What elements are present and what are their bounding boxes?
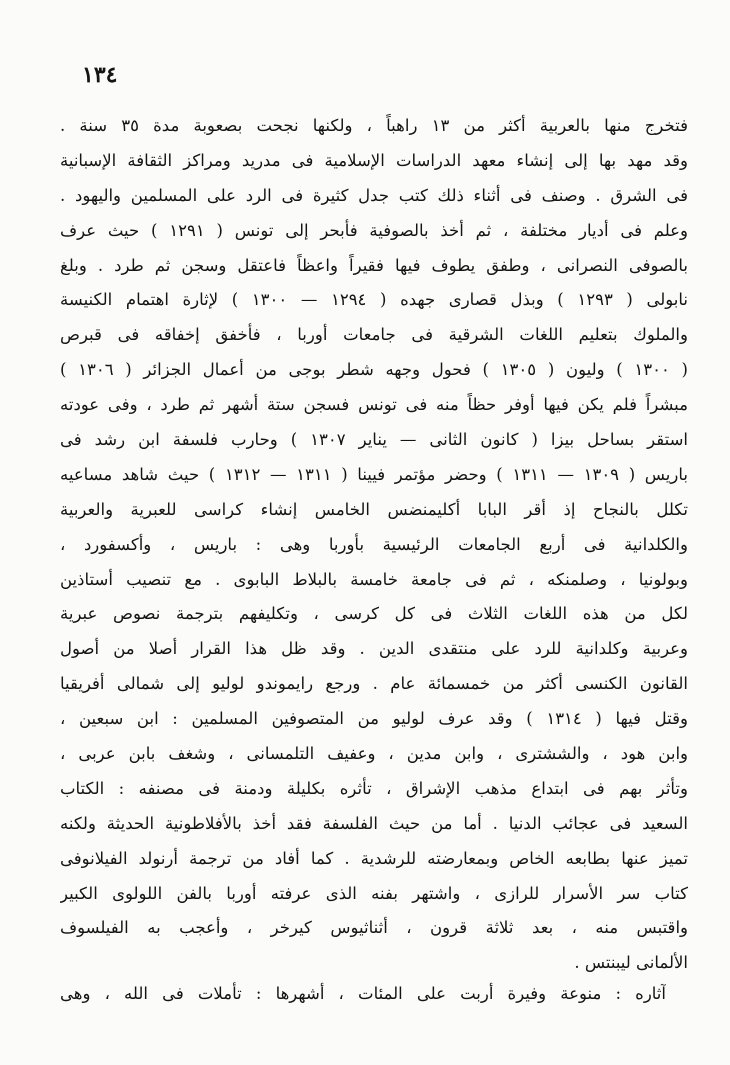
text-line: واقتبس منه ، بعد ثلاثة قرون ، أثناثيوس كيرخر ، وأعجب به الفيلسوف — [60, 918, 688, 938]
text-line: ( ١٣٠٠ ) وليون ( ١٣٠٥ ) فحول وجهه شطر بوجى من أعمال الجزائر ( ١٣٠٦ ) — [60, 360, 688, 380]
works-paragraph-line: آثاره : منوعة وفيرة أربت على المئات ، أشهرها : تأملات فى الله ، وهى — [60, 984, 666, 1003]
text-line: وعربية وكلدانية للرد على منتقدى الدين . وقد ظل هذا القرار أصلا من أصول — [60, 639, 688, 659]
text-line: فتخرج منها بالعربية أكثر من ١٣ راهباً ، ولكنها نجحت بصعوبة مدة ٣٥ سنة . — [60, 116, 688, 135]
text-line: وعلم فى أديار مختلفة ، ثم أخذ بالصوفية فأبحر إلى تونس ( ١٢٩١ ) حيث عرف — [60, 220, 688, 240]
text-line: لكل من هذه اللغات الثلاث فى كل كرسى ، وتكليفهم بترجمة نصوص عبرية — [60, 604, 688, 624]
text-line: وقد مهد بها إلى إنشاء معهد الدراسات الإسلامية فى مدريد ومراكز الثقافة الإسبانية — [60, 150, 688, 170]
text-line: باريس ( ١٣٠٩ — ١٣١١ ) وحضر مؤتمر فيينا ( ١٣١١ — ١٣١٢ ) حيث شاهد مساعيه — [60, 464, 688, 484]
text-line: تميز عنها بطابعه الخاص وبمعارضته للرشدية . كما أفاد من ترجمة أرنولد الفيلانوفى — [60, 848, 688, 868]
text-line: وتأثر بهم فى ابتداع مذهب الإشراق ، تأثره بكليلة ودمنة فى مصنفه : الكتاب — [60, 778, 688, 798]
text-line: تكلل بالنجاح إذ أقر البابا أكليمنضس الخامس إنشاء كراسى للعبرية والعربية — [60, 499, 688, 519]
text-line: كتاب سر الأسرار للرازى ، واشتهر بفنه الذى عرفته أوربا بالفن اللولوى الكبير — [60, 883, 688, 903]
text-line: والكلدانية فى أربع الجامعات الرئيسية بأوربا وهى : باريس ، وأكسفورد ، — [60, 534, 688, 554]
text-line: وقتل فيها ( ١٣١٤ ) وقد عرف لوليو من المتصوفين المسلمين : ابن سبعين ، — [60, 709, 688, 729]
text-line: وبولونيا ، وصلمنكه ، ثم فى جامعة خامسة بالبلاط البابوى . مع تنصيب أستاذين — [60, 569, 688, 589]
text-line-last: الألمانى ليبنتس . — [574, 953, 688, 973]
body-text — [60, 109, 688, 981]
text-line: مبشراً فلم يكن فيها أوفر حظاً منه فى تونس فسجن ستة أشهر ثم طرد ، وفى عودته — [60, 395, 688, 415]
text-line: وابن هود ، والششترى ، وابن مدين ، وعفيف التلمسانى ، وشغف بابن عربى ، — [60, 744, 688, 764]
text-line: القانون الكنسى أكثر من خمسمائة عام . ورجع رايموندو لوليو إلى شمالى أفريقيا — [60, 674, 688, 694]
page-number: ١٣٤ — [82, 62, 118, 88]
text-line: نابولى ( ١٢٩٣ ) وبذل قصارى جهده ( ١٢٩٤ — ١٣٠٠ ) لإثارة اهتمام الكنيسة — [60, 290, 688, 310]
text-line: بالصوفى النصرانى ، وطفق يطوف فيها فقيراً واعظاً فاعتقل وسجن ثم طرد . وبلغ — [60, 255, 688, 275]
text-line: فى الشرق . وصنف فى أثناء ذلك كتب جدل كثيرة فى الرد على المسلمين واليهود . — [60, 185, 688, 205]
text-line: استقر بساحل بيزا ( كانون الثانى — يناير ١٣٠٧ ) وحارب فلسفة ابن رشد فى — [60, 430, 688, 450]
text-line: والملوك بتعليم اللغات الشرقية فى جامعات أوربا ، فأخفق إخفاقه فى قبرص — [60, 325, 688, 345]
text-line: السعيد فى عجائب الدنيا . أما من حيث الفلسفة فقد أخذ بالأفلاطونية الحديثة ولكنه — [60, 813, 688, 833]
